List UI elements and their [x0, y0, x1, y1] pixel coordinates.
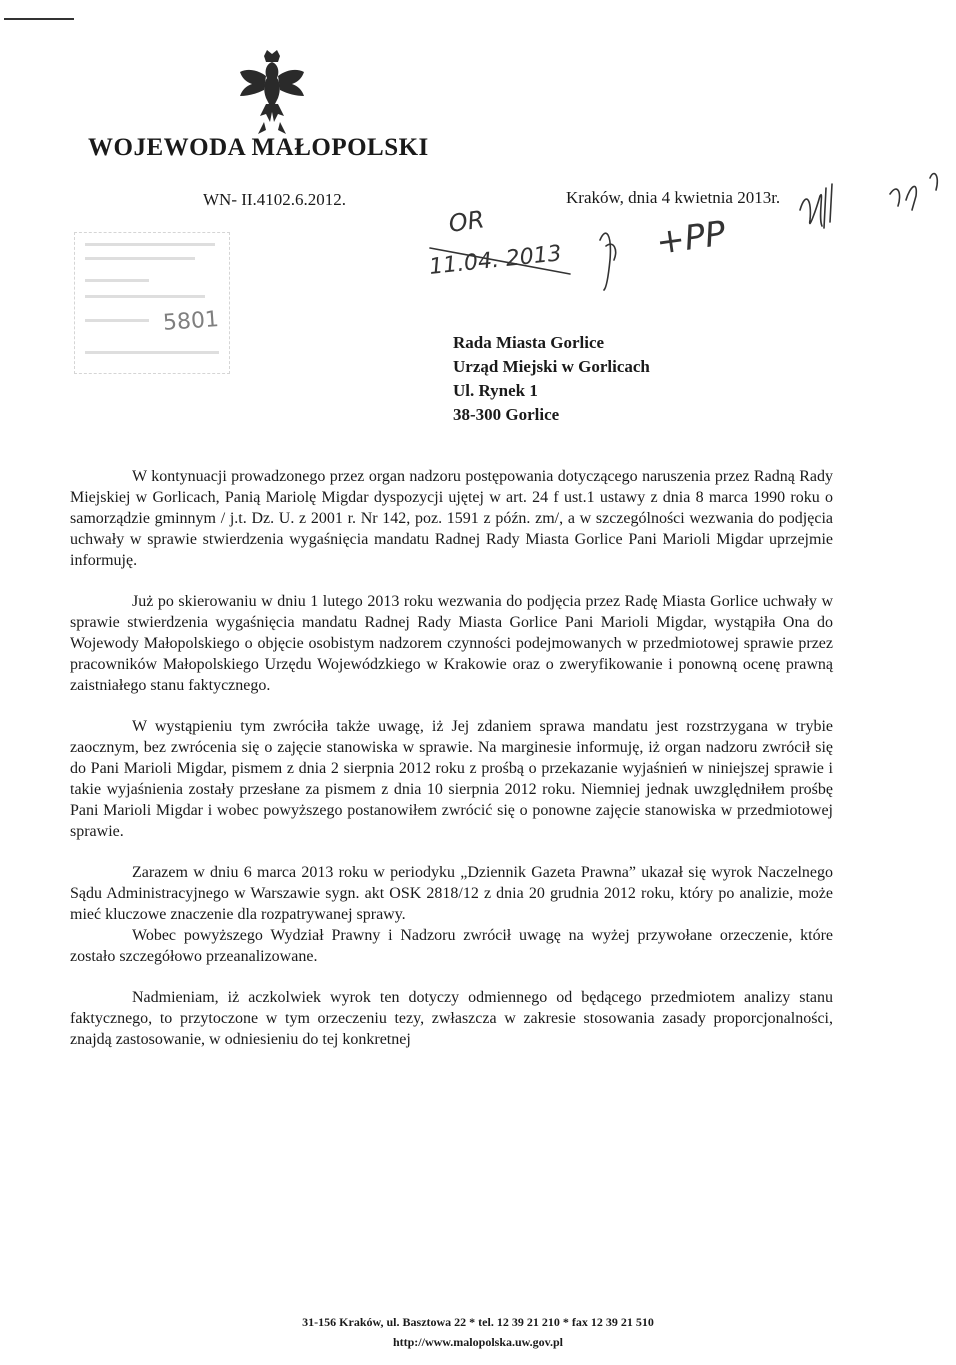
paragraph: Nadmieniam, iż aczkolwiek wyrok ten dotyczy odmiennego od będącego przedmiotem analizy stanu faktycznego, to przytoczone w tym orzeczeniu tezy, zwłaszcza w zakresie stosowania zasady proporcjonalności, znajdą zastosowanie, w odniesieniu do tej konkretnej [70, 989, 833, 1048]
paragraph: Wobec powyższego Wydział Prawny i Nadzoru zwrócił uwagę na wyżej przywołane orzeczenie, które zostało szczegółowo przeanalizowane. [70, 927, 833, 965]
paragraph: Już po skierowaniu w dniu 1 lutego 2013 roku wezwania do podjęcia przez Radę Miasta Gorlice uchwały w sprawie stwierdzenia wygaśnięcia mandatu Radnej Rady Miasta Gorlice Pani Marioli Migdar, wystąpiła Ona do Wojewody Małopolskiego o objęcie osobistym nadzorem czynności podejmowanych w przedmiotowej sprawie przez pracowników Małopolskiego Urzędu Wojewódzkiego w Krakowie oraz o zweryfikowanie i ponowną ocenę prawną zaistniałego stanu faktycznego. [70, 593, 833, 694]
reference-number: WN- II.4102.6.2012. [203, 190, 347, 209]
handwritten-annotations [420, 170, 956, 300]
addressee-line: Rada Miasta Gorlice [453, 333, 605, 352]
handwritten-note-1: OR [446, 205, 487, 238]
letter-body [70, 466, 833, 1070]
addressee-block [453, 331, 650, 427]
addressee-line: Ul. Rynek 1 [453, 381, 538, 400]
footer-address: 31-156 Kraków, ul. Basztowa 22 * tel. 12 39 21 210 * fax 12 39 21 510 [302, 1315, 654, 1329]
addressee-line: 38-300 Gorlice [453, 405, 560, 424]
handwritten-note-3: +PP [653, 213, 729, 263]
stamp-number: 5801 [162, 307, 220, 336]
office-title: WOJEWODA MAŁOPOLSKI [88, 134, 429, 161]
paragraph: W wystąpieniu tym zwróciła także uwagę, iż Jej zdaniem sprawa mandatu jest rozstrzygana w trybie zaocznym, bez zwrócenia się o zajęcie stanowiska w sprawie. Na marginesie informuję, iż organ nadzoru zwrócił się do Pani Marioli Migdar, pismem z dnia 2 sierpnia 2012 roku z prośbą o przekazanie wyjaśnień w niniejszej sprawie i takie wyjaśnienia zostały przesłane za pismem z dnia 10 sierpnia 2012 roku. Niemniej jednak uwzględniłem prośbę Pani Marioli Migdar i wobec powyższego postanowiłem zwrócić się o ponowne zajęcie stanowiska w przedmiotowej sprawie. [70, 718, 833, 840]
place-and-date: Kraków, dnia 4 kwietnia 2013r. [566, 188, 781, 207]
top-rule [4, 18, 74, 20]
handwritten-note-2: 11.04. 2013 [428, 241, 563, 280]
addressee-line: Urząd Miejski w Gorlicach [453, 357, 650, 376]
footer-website: http://www.malopolska.uw.gov.pl [392, 1335, 564, 1349]
paragraph: W kontynuacji prowadzonego przez organ nadzoru postępowania dotyczącego naruszenia przez Radną Rady Miejskiej w Gorlicach, Panią Mariolę Migdar dyspozycji ujętej w art. 24 f ust.1 ustawy z dnia 8 marca 1990 roku o samorządzie gminnym / j.t. Dz. U. z 2001 r. Nr 142, poz. 1591 z późn. zm/, a w szczególności wezwania do podjęcia uchwały w sprawie stwierdzenia wygaśnięcia mandatu Radnej Rady Miasta Gorlice Pani Marioli Migdar uprzejmie informuję. [70, 468, 833, 569]
paragraph: Zarazem w dniu 6 marca 2013 roku w periodyku „Dziennik Gazeta Prawna” ukazał się wyrok Naczelnego Sądu Administracyjnego w Warszawie sygn. akt OSK 2818/12 z dnia 20 grudnia 2012 roku, który po analizie, może mieć kluczowe znaczenie dla rozpatrywanej sprawy. [70, 864, 833, 923]
registry-stamp [74, 232, 230, 374]
eagle-emblem-icon [236, 50, 308, 136]
